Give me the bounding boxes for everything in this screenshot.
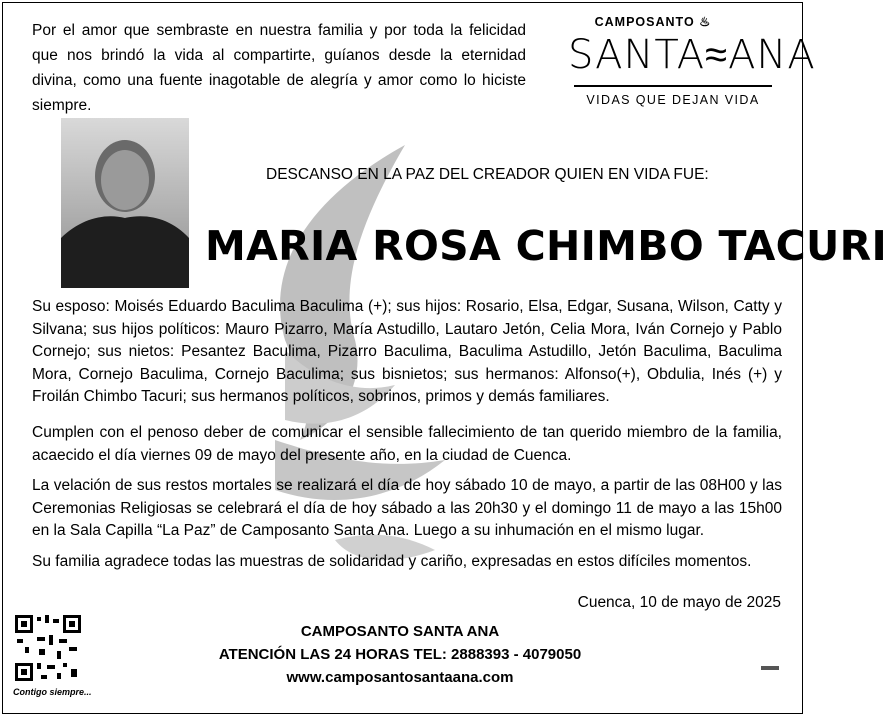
footer-company: CAMPOSANTO SANTA ANA xyxy=(300,623,500,640)
thanks-paragraph: Su familia agradece todas las muestras de solidaridad y cariño, expresadas en estos difíciles momentos. xyxy=(32,553,752,570)
qr-code[interactable] xyxy=(13,613,83,683)
dash-mark xyxy=(761,666,779,670)
intro-text: Por el amor que sembraste en nuestra familia y por toda la felicidad que nos brindó la vida al compartirte, guíanos desde la eternidad divina, como una fuente inagotable de alegría y amor como lo hiciste siempre. xyxy=(32,22,526,114)
footer-website[interactable]: www.camposantosantaana.com xyxy=(286,669,514,686)
logo-divider xyxy=(574,85,772,87)
waves-icon: ≈ xyxy=(705,32,729,78)
ceremony-paragraph: La velación de sus restos mortales se realizará el día de hoy sábado 10 de mayo, a partir de las 08H00 y las Ceremonias Religiosas se celebrará el día de hoy sábado a las 20h30 y el domingo 11 de mayo a las 15h00 en la Sala Capilla “La Paz” de Camposanto Santa Ana. Luego a su inhumación en el mismo lugar. xyxy=(32,477,782,539)
flame-icon: ♨ xyxy=(699,15,712,29)
announcement-paragraph: Cumplen con el penoso deber de comunicar el sensible fallecimiento de tan querido miembro de la familia, acaecido el día viernes 09 de mayo del presente año, en la ciudad de Cuenca. xyxy=(32,424,782,464)
qr-caption: Contigo siempre... xyxy=(13,687,92,697)
logo-brand: SANTA≈ANA xyxy=(568,32,816,78)
logo-tagline: VIDAS QUE DEJAN VIDA xyxy=(586,93,760,107)
camposanto-logo xyxy=(568,12,816,107)
deceased-name: MARIA ROSA CHIMBO TACURI xyxy=(205,222,887,270)
subtitle: DESCANSO EN LA PAZ DEL CREADOR QUIEN EN VIDA FUE: xyxy=(266,166,709,183)
footer-contact xyxy=(200,620,600,689)
footer-phone: ATENCIÓN LAS 24 HORAS TEL: 2888393 - 4079050 xyxy=(218,646,582,663)
family-paragraph: Su esposo: Moisés Eduardo Baculima Baculima (+); sus hijos: Rosario, Elsa, Edgar, Susana, Wilson, Catty y Silvana; sus hijos políticos: Mauro Pizarro, María Astudillo, Lautaro Jetón, Celia Mora, Iván Cornejo y Pablo Cornejo; sus nietos: Pesantez Baculima, Pizarro Baculima, Baculima Astudillo, Jetón Baculima, Baculima Mora, Cornejo Baculima, Cornejo Baculima; sus bisnietos; sus hermanos: Alfonso(+), Obdulia, Inés (+) y Froilán Chimbo Tacuri; sus hermanos políticos, sobrinos, primos y demás familiares. xyxy=(32,298,782,405)
deceased-photo xyxy=(61,118,189,288)
date-line: Cuenca, 10 de mayo de 2025 xyxy=(577,594,781,611)
logo-top-text: CAMPOSANTO ♨ xyxy=(594,15,712,29)
